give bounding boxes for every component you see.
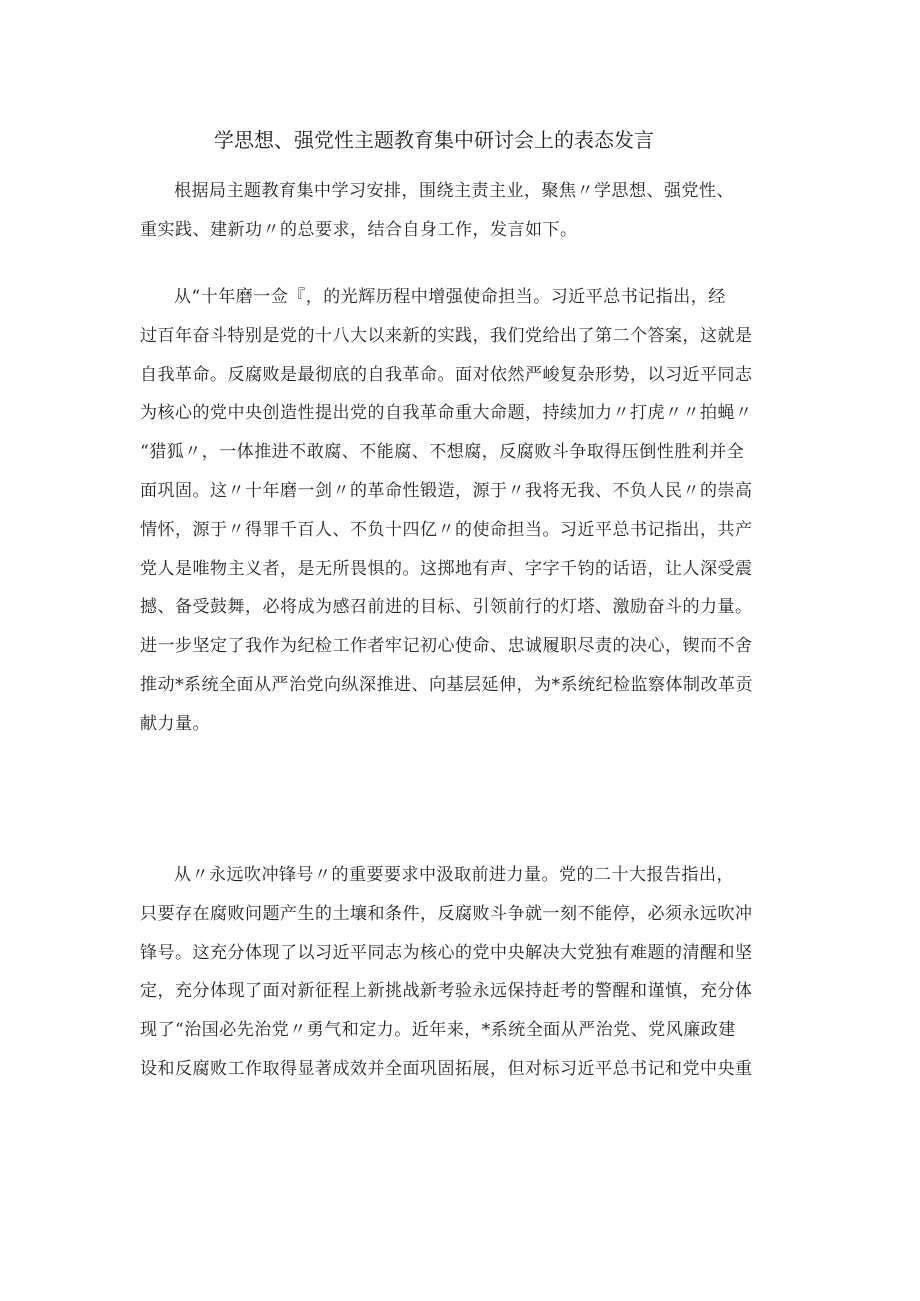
paragraph-line: “猎狐〃，一体推进不敢腐、不能腐、不想腐，反腐败斗争取得压倒性胜利并全	[140, 442, 745, 463]
paragraph-line: 自我革命。反腐败是最彻底的自我革命。面对依然严峻复杂形势，以习近平同志	[140, 364, 753, 385]
paragraph-line: 现了“治国必先治党〃勇气和定力。近年来，*系统全面从严治党、党风廉政建	[140, 1020, 736, 1041]
paragraph-line: 为核心的党中央创造性提出党的自我革命重大命题，持续加力〃打虎〃〃拍蝇〃	[140, 403, 753, 424]
paragraph-line: 情怀，源于〃得罪千百人、不负十四亿〃的使命担当。习近平总书记指出，共产	[140, 519, 753, 540]
paragraph-1	[140, 172, 786, 250]
document-title: 学思想、强党性主题教育集中研讨会上的表态发言	[214, 128, 654, 152]
paragraph-line: 推动*系统全面从严治党向纵深推进、向基层延伸，为*系统纪检监察体制改革贡	[140, 674, 753, 695]
paragraph-line: 献力量。	[140, 713, 210, 734]
paragraph-line: 定，充分体现了面对新征程上新挑战新考验永远保持赶考的警醒和谨慎，充分体	[140, 981, 753, 1002]
paragraph-line: 进一步坚定了我作为纪检工作者牢记初心使命、忠诚履职尽责的决心，锲而不舍	[140, 636, 753, 657]
paragraph-2	[140, 278, 786, 744]
paragraph-line: 从“十年磨一佥『，的光辉历程中增强使命担当。习近平总书记指出，经	[174, 287, 726, 307]
paragraph-line: 过百年奋斗特别是党的十八大以来新的实践，我们党给出了第二个答案，这就是	[140, 325, 753, 346]
paragraph-line: 撼、备受鼓舞，必将成为感召前进的目标、引领前行的灯塔、激励奋斗的力量。	[140, 597, 753, 618]
paragraph-line: 设和反腐败工作取得显著成效并全面巩固拓展，但对标习近平总书记和党中央重	[140, 1058, 753, 1079]
paragraph-line: 面巩固。这〃十年磨一剑〃的革命性锻造，源于〃我将无我、不负人民〃的崇高	[140, 480, 753, 501]
paragraph-line: 根据局主题教育集中学习安排，围绕主责主业，聚焦〃学思想、强党性、	[174, 181, 734, 201]
paragraph-3	[140, 856, 786, 1089]
paragraph-line: 从〃永远吹冲锋号〃的重要要求中汲取前进力量。党的二十大报告指出，	[174, 865, 734, 885]
paragraph-line: 党人是唯物主义者，是无所畏惧的。这掷地有声、字字千钧的话语，让人深受震	[140, 558, 753, 579]
paragraph-line: 锋号。这充分体现了以习近平同志为核心的党中央解决大党独有难题的清醒和坚	[140, 942, 753, 963]
paragraph-line: 重实践、建新功〃的总要求，结合自身工作，发言如下。	[140, 219, 578, 240]
paragraph-line: 只要存在腐败问题产生的土壤和条件，反腐败斗争就一刻不能停，必须永远吹冲	[140, 903, 753, 924]
